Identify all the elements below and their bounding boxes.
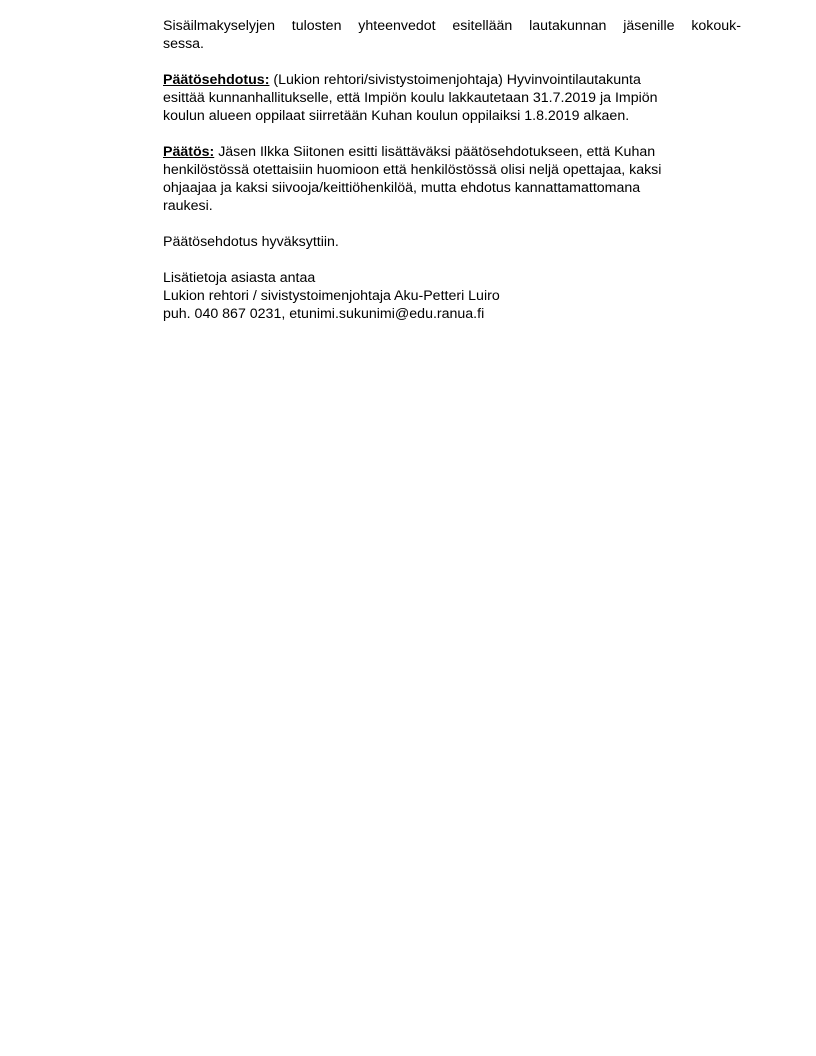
decision-line-1-text: Jäsen Ilkka Siitonen esitti lisättäväksi päätösehdotukseen, että Kuhan: [214, 144, 656, 160]
proposal-line-1: [163, 71, 741, 89]
proposal-line-3: koulun alueen oppilaat siirretään Kuhan koulun oppilaiksi 1.8.2019 alkaen.: [163, 108, 630, 124]
approved-paragraph: [163, 233, 741, 251]
proposal-label: Päätösehdotus:: [163, 72, 270, 88]
contact-block: [163, 269, 741, 323]
proposal-line-1-text: (Lukion rehtori/sivistystoimenjohtaja) Hyvinvointilautakunta: [269, 72, 641, 88]
approved-text: Päätösehdotus hyväksyttiin.: [163, 234, 339, 250]
decision-line-3: ohjaajaa ja kaksi siivooja/keittiöhenkilöä, mutta ehdotus kannattamattomana: [163, 180, 641, 196]
decision-line-1: [163, 143, 741, 161]
intro-paragraph: [163, 17, 741, 53]
document-page: [163, 17, 741, 341]
decision-line-4: raukesi.: [163, 198, 213, 214]
contact-intro: Lisätietoja asiasta antaa: [163, 270, 316, 286]
proposal-line-2: esittää kunnanhallitukselle, että Impiön koulu lakkautetaan 31.7.2019 ja Impiön: [163, 90, 658, 106]
intro-line-1: Sisäilmakyselyjen tulosten yhteenvedot esitellään lautakunnan jäsenille kokouk-: [163, 18, 741, 34]
contact-person: Lukion rehtori / sivistystoimenjohtaja Aku-Petteri Luiro: [163, 288, 500, 304]
intro-line-2: sessa.: [163, 36, 205, 52]
contact-phone-email: puh. 040 867 0231, etunimi.sukunimi@edu.ranua.fi: [163, 306, 485, 322]
decision-paragraph: [163, 143, 741, 215]
decision-line-2: henkilöstössä otettaisiin huomioon että henkilöstössä olisi neljä opettajaa, kaksi: [163, 162, 662, 178]
proposal-paragraph: [163, 71, 741, 125]
decision-label: Päätös:: [163, 144, 215, 160]
